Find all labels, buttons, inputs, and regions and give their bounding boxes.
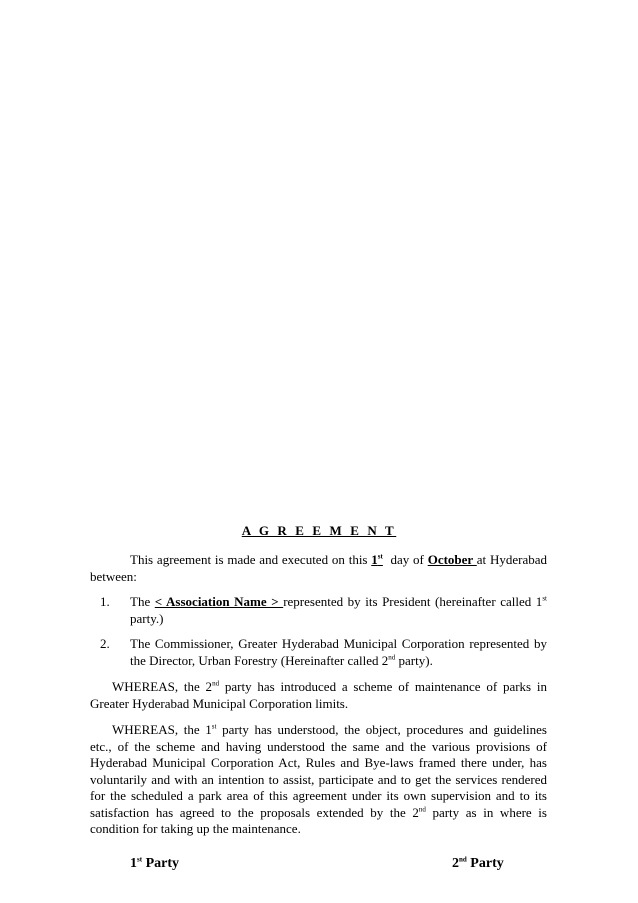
intro-paragraph: This agreement is made and executed on this 1st day of October at Hyderabad between: — [90, 552, 547, 584]
list-item: 1. The < Association Name > represented by its President (hereinafter called 1st party.) — [100, 594, 547, 626]
parties-list — [90, 594, 547, 669]
agreement-title: A G R E E M E N T — [241, 523, 397, 538]
list-number: 1. — [100, 594, 110, 609]
list-number: 2. — [100, 636, 110, 651]
second-party-signature-label: 2nd Party — [452, 855, 504, 871]
whereas-paragraph-1: WHEREAS, the 2nd party has introduced a scheme of maintenance of parks in Greater Hyderabad Municipal Corporation limits. — [90, 679, 548, 711]
agreement-body — [90, 552, 547, 838]
list-item: 2. The Commissioner, Greater Hyderabad Municipal Corporation represented by the Director, Urban Forestry (Hereinafter called 2nd party). — [100, 636, 547, 668]
whereas-paragraph-2: WHEREAS, the 1st party has understood, the object, procedures and guidelines etc., of the scheme and having understood the same and the various provisions of Hyderabad Municipal Corporation Act, Rules and Bye-laws framed there under, has voluntarily and with an intention to assist, participate and to get the services rendered for the scheduled a park area of this agreement under its own supervision and to its satisfaction has agreed to the proposals extended by the 2nd party as in where is condition for taking up the maintenance. — [90, 722, 547, 836]
agreement-month: October — [427, 552, 477, 567]
association-name-placeholder: < Association Name > — [154, 594, 284, 609]
first-party-signature-label: 1st Party — [130, 855, 179, 871]
agreement-day: 1st — [371, 552, 383, 567]
